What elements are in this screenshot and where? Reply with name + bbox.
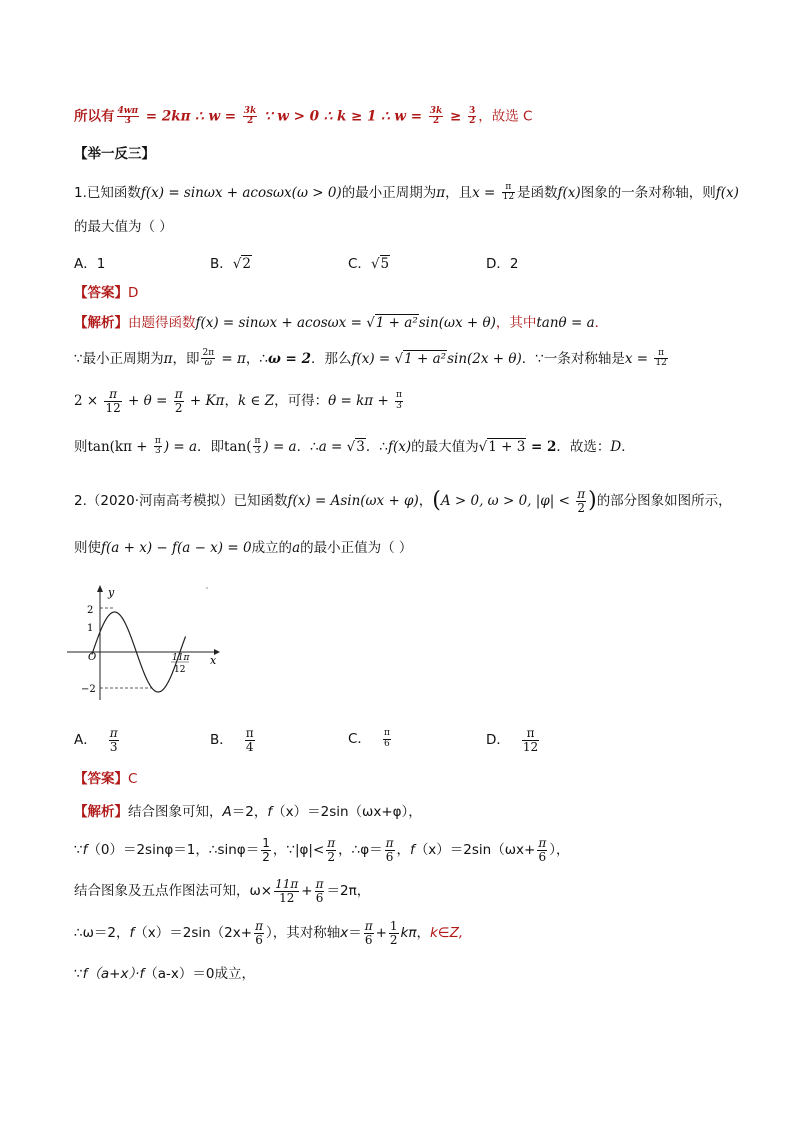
- numerator: π: [154, 436, 161, 446]
- text: +: [301, 883, 313, 900]
- q2-stem-line2: [74, 540, 412, 556]
- text: ，: [396, 842, 411, 859]
- text: （x）＝2sin（ωx+φ），: [272, 804, 422, 820]
- numerator: π: [383, 728, 390, 739]
- text: 的部分图象如图所示，: [596, 493, 732, 510]
- fraction: [243, 107, 258, 127]
- fraction: [326, 837, 336, 863]
- denominator: 2: [246, 116, 254, 127]
- denominator: 2: [432, 116, 440, 127]
- math: f(x): [557, 184, 581, 201]
- answer-value: C: [128, 771, 138, 787]
- text: 结合图象可知，: [128, 804, 223, 820]
- q2-option-c: [348, 727, 393, 749]
- text: 的最小正值为（ ）: [300, 540, 413, 556]
- text: （x）＝2sin（2x+: [134, 925, 253, 942]
- sqrt: √1 + a²: [366, 315, 418, 331]
- q2-analysis-line3: [74, 878, 370, 904]
- fraction: [576, 488, 586, 514]
- denominator: 6: [255, 932, 263, 947]
- text: ，∴: [245, 350, 268, 367]
- text: ，即: [172, 350, 200, 367]
- q1-analysis-line3: [74, 388, 405, 414]
- sqrt: √1 + 3: [478, 438, 526, 455]
- fraction: [117, 107, 140, 127]
- denominator: 3: [109, 739, 118, 754]
- math: f: [82, 842, 88, 859]
- math: f(x) = sinωx + acosωx =: [195, 315, 367, 331]
- text: +: [375, 925, 387, 942]
- denominator: 6: [384, 738, 390, 749]
- q2-answer: [74, 771, 137, 787]
- text: ．: [594, 315, 609, 331]
- math: π: [436, 184, 446, 201]
- fraction: [502, 183, 515, 203]
- sqrt: √1 + a²: [394, 350, 447, 367]
- option-label: D．: [486, 732, 510, 749]
- origin-label: O: [88, 652, 97, 663]
- q1-analysis-line4: [74, 437, 635, 457]
- text: ．∵一条对称轴是: [521, 350, 625, 367]
- text: 1.已知函数: [74, 184, 141, 201]
- denominator: 6: [538, 849, 547, 864]
- fraction: [253, 437, 261, 457]
- numerator: π: [104, 388, 121, 402]
- math: x =: [472, 184, 500, 201]
- math: f: [267, 804, 273, 820]
- sqrt: √5: [370, 256, 390, 272]
- fraction: [315, 878, 325, 904]
- answer-label: 【答案】: [74, 285, 128, 301]
- text: 由题得函数: [128, 315, 196, 331]
- fraction: [395, 391, 403, 411]
- fraction: [174, 388, 184, 414]
- numerator: π: [538, 836, 547, 850]
- text: C．: [348, 256, 371, 272]
- fraction: [104, 388, 121, 414]
- paren-right: ): [588, 488, 597, 513]
- text: 的最大值为: [411, 438, 479, 455]
- numerator: π: [327, 836, 336, 850]
- intro-conclusion-line: [74, 107, 532, 127]
- numerator: 3: [468, 106, 476, 116]
- text: 的最小正周期为: [341, 184, 437, 201]
- paren-left: (: [432, 488, 441, 513]
- text: 2.（2020·河南高考模拟）已知函数: [74, 493, 288, 510]
- q2-option-b: [210, 727, 257, 753]
- text: ＝2，: [231, 804, 268, 820]
- math: + Kπ: [185, 393, 225, 410]
- denominator: 12: [655, 358, 667, 369]
- math: f(a + x) − f(a − x) = 0: [101, 540, 252, 556]
- y-tick-2: 2: [87, 605, 94, 616]
- text: （a-x）＝0成立，: [144, 966, 255, 982]
- numerator: 3k: [243, 106, 257, 116]
- fraction: [364, 920, 374, 946]
- q1-option-a: A．1: [74, 256, 106, 272]
- math: kπ: [400, 925, 417, 942]
- text: ．那么: [310, 350, 352, 367]
- math: f: [129, 925, 135, 942]
- y-tick-1: 1: [87, 623, 94, 634]
- text: ），: [549, 842, 570, 859]
- q1-stem-line2: 的最大值为（ ）: [74, 219, 173, 235]
- text: ∵最小正周期为: [74, 350, 164, 367]
- math: k∈Z,: [430, 925, 464, 942]
- text: ．故选：: [556, 438, 611, 455]
- math: sin(2x + θ): [447, 350, 522, 367]
- sine-graph: [62, 580, 222, 705]
- x-axis-label: x: [210, 654, 217, 667]
- sqrt: √3: [346, 438, 365, 455]
- fraction: [385, 837, 395, 863]
- math: + θ =: [123, 393, 172, 410]
- math: tan(kπ +: [87, 438, 152, 455]
- numerator: π: [109, 726, 118, 740]
- numerator: 1: [262, 836, 270, 850]
- text: ，: [418, 493, 433, 510]
- radicand: 1 + a²: [404, 350, 447, 367]
- denominator: 6: [385, 849, 394, 864]
- q1-answer: [74, 285, 138, 301]
- text: ．即: [197, 438, 225, 455]
- text: B．: [210, 256, 233, 272]
- text: ，: [416, 925, 430, 942]
- fraction: [245, 727, 255, 753]
- text: ，∵|φ|<: [272, 842, 325, 859]
- text: 图象的一条对称轴，则: [580, 184, 716, 201]
- fraction: [654, 349, 667, 369]
- analysis-label: 【解析】: [74, 804, 128, 820]
- math: sin(ωx + θ): [418, 315, 496, 331]
- numerator: 11π: [275, 877, 299, 891]
- denominator: 12: [522, 739, 539, 754]
- text: ，且: [445, 184, 473, 201]
- math: tanθ = a: [536, 315, 595, 331]
- denominator: 3: [396, 400, 402, 411]
- math: a: [292, 540, 301, 556]
- answer-label: 【答案】: [74, 771, 128, 787]
- math: k ∈ Z: [237, 393, 275, 410]
- q2-analysis-line2: [74, 837, 569, 863]
- x-tick-denominator: 12: [174, 665, 186, 675]
- section-heading: 【举一反三】: [74, 146, 155, 162]
- denominator: 2: [577, 500, 585, 515]
- math: = 2: [526, 438, 557, 455]
- fraction: [154, 437, 162, 457]
- dot-mark: [206, 587, 207, 588]
- math: ω = 2: [268, 350, 311, 367]
- text: ，: [224, 393, 238, 410]
- math: f(x): [387, 438, 412, 455]
- math: = π: [217, 350, 246, 367]
- numerator: π: [502, 183, 515, 193]
- denominator: 6: [364, 932, 373, 947]
- fraction: [109, 727, 119, 753]
- math: 2 ×: [74, 393, 103, 410]
- text: ∴ω＝2，: [74, 925, 130, 942]
- text: ∵: [74, 842, 83, 859]
- q2-analysis-line1: [74, 804, 422, 820]
- q2-option-a: [74, 727, 121, 753]
- math: θ = kπ +: [328, 393, 394, 410]
- denominator: 3: [124, 116, 131, 127]
- y-tick-neg2: −2: [81, 684, 96, 695]
- denominator: 3: [254, 446, 261, 457]
- text: ∵: [74, 966, 83, 982]
- math: A: [222, 804, 232, 820]
- denominator: 12: [105, 400, 121, 415]
- numerator: π: [255, 919, 263, 933]
- denominator: 2: [327, 849, 336, 864]
- radicand: 1 + a²: [375, 315, 418, 331]
- numerator: 3k: [429, 106, 443, 116]
- radicand: 3: [356, 438, 365, 455]
- fraction: [429, 107, 444, 127]
- sqrt: √2: [232, 256, 251, 272]
- math: ∵ w > 0 ∴ k ≥ 1 ∴ w =: [259, 108, 427, 125]
- q1-analysis-line2: [74, 349, 670, 369]
- math: A > 0, ω > 0, |φ| <: [440, 493, 575, 510]
- numerator: π: [245, 726, 254, 740]
- fraction: [468, 107, 476, 127]
- option-label: B．: [210, 732, 233, 749]
- fraction: [383, 729, 391, 749]
- text: ，其中: [495, 315, 537, 331]
- numerator: π: [654, 349, 667, 359]
- math: x =: [624, 350, 653, 367]
- math: （a+x）·: [87, 966, 140, 982]
- text: 成立的: [251, 540, 293, 556]
- numerator: π: [364, 919, 373, 933]
- numerator: π: [396, 390, 402, 401]
- fraction: [537, 837, 547, 863]
- math: f: [410, 842, 415, 859]
- text: ，可得：: [274, 393, 329, 410]
- text: ．∴: [365, 438, 388, 455]
- numerator: 1: [389, 919, 398, 933]
- numerator: π: [385, 836, 394, 850]
- text: （x）＝2sin（ωx+: [414, 842, 536, 859]
- q1-analysis-line1: [74, 315, 608, 331]
- text: 所以有: [74, 108, 115, 125]
- math: f(x) =: [351, 350, 395, 367]
- y-axis-label: y: [108, 586, 115, 599]
- fraction: [201, 349, 215, 369]
- radicand: 2: [242, 256, 251, 272]
- fraction: [274, 878, 299, 904]
- math: x: [340, 925, 349, 942]
- denominator: 2: [174, 400, 183, 415]
- text: ．: [621, 438, 635, 455]
- text: （0）＝2sinφ＝1，∴sinφ＝: [87, 842, 260, 859]
- numerator: π: [254, 436, 261, 446]
- q2-analysis-line4: [74, 920, 463, 946]
- math: f: [82, 966, 88, 982]
- denominator: 2: [262, 849, 270, 864]
- math: = 2kπ ∴ w =: [141, 108, 241, 125]
- text: ．∴: [296, 438, 319, 455]
- x-tick-numerator: 11π: [172, 653, 190, 663]
- denominator: 3: [154, 446, 161, 457]
- denominator: 12: [502, 192, 515, 203]
- denominator: 12: [279, 890, 295, 905]
- numerator: π: [174, 387, 183, 401]
- denominator: 6: [315, 890, 324, 905]
- text: ），其对称轴: [265, 925, 341, 942]
- q2-analysis-line5: [74, 966, 255, 982]
- q1-stem-line1: [74, 183, 739, 203]
- q1-option-d: D．2: [486, 256, 519, 272]
- q1-option-b: [210, 252, 252, 272]
- denominator: 2: [389, 932, 398, 947]
- numerator: π: [315, 877, 324, 891]
- math: f(x) = sinωx + acosωx(ω > 0): [140, 184, 342, 201]
- numerator: 2π: [202, 348, 215, 358]
- text: 结合图象及五点作图法可知，ω×: [74, 883, 273, 900]
- text: ＝: [348, 925, 362, 942]
- text: 则使: [74, 540, 101, 556]
- y-axis-arrow: [97, 585, 103, 592]
- radicand: 5: [380, 256, 390, 272]
- answer-value: D: [128, 285, 139, 301]
- q1-option-c: [348, 252, 390, 272]
- option-label: C．: [348, 731, 371, 747]
- math: π: [163, 350, 173, 367]
- q2-stem-line1: [74, 488, 732, 514]
- numerator: 4wπ: [117, 106, 139, 116]
- math: tan(: [224, 438, 252, 455]
- denominator: 4: [245, 739, 254, 754]
- numerator: π: [577, 487, 586, 502]
- math: f(x): [715, 184, 739, 201]
- math: f: [139, 966, 145, 982]
- option-label: A．: [74, 732, 97, 749]
- denominator: ω: [204, 358, 212, 369]
- fraction: [261, 837, 271, 863]
- math: f(x) = Asin(ωx + φ): [287, 493, 419, 510]
- math: ) = a: [263, 438, 297, 455]
- text: 则: [74, 438, 88, 455]
- math: ) = a: [163, 438, 198, 455]
- text: ，故选 C: [478, 108, 533, 125]
- numerator: π: [522, 727, 539, 741]
- text: 是函数: [517, 184, 558, 201]
- fraction: [389, 920, 399, 946]
- radicand: 1 + 3: [488, 438, 526, 455]
- math: ≥: [445, 108, 466, 125]
- text: ，∴φ＝: [338, 842, 383, 859]
- q2-option-d: [486, 727, 541, 753]
- denominator: 2: [468, 116, 476, 127]
- math: a =: [318, 438, 347, 455]
- fraction: [522, 727, 539, 753]
- math: D: [610, 438, 622, 455]
- text: ＝2π，: [326, 883, 371, 900]
- analysis-label: 【解析】: [74, 315, 128, 331]
- fraction: [254, 920, 264, 946]
